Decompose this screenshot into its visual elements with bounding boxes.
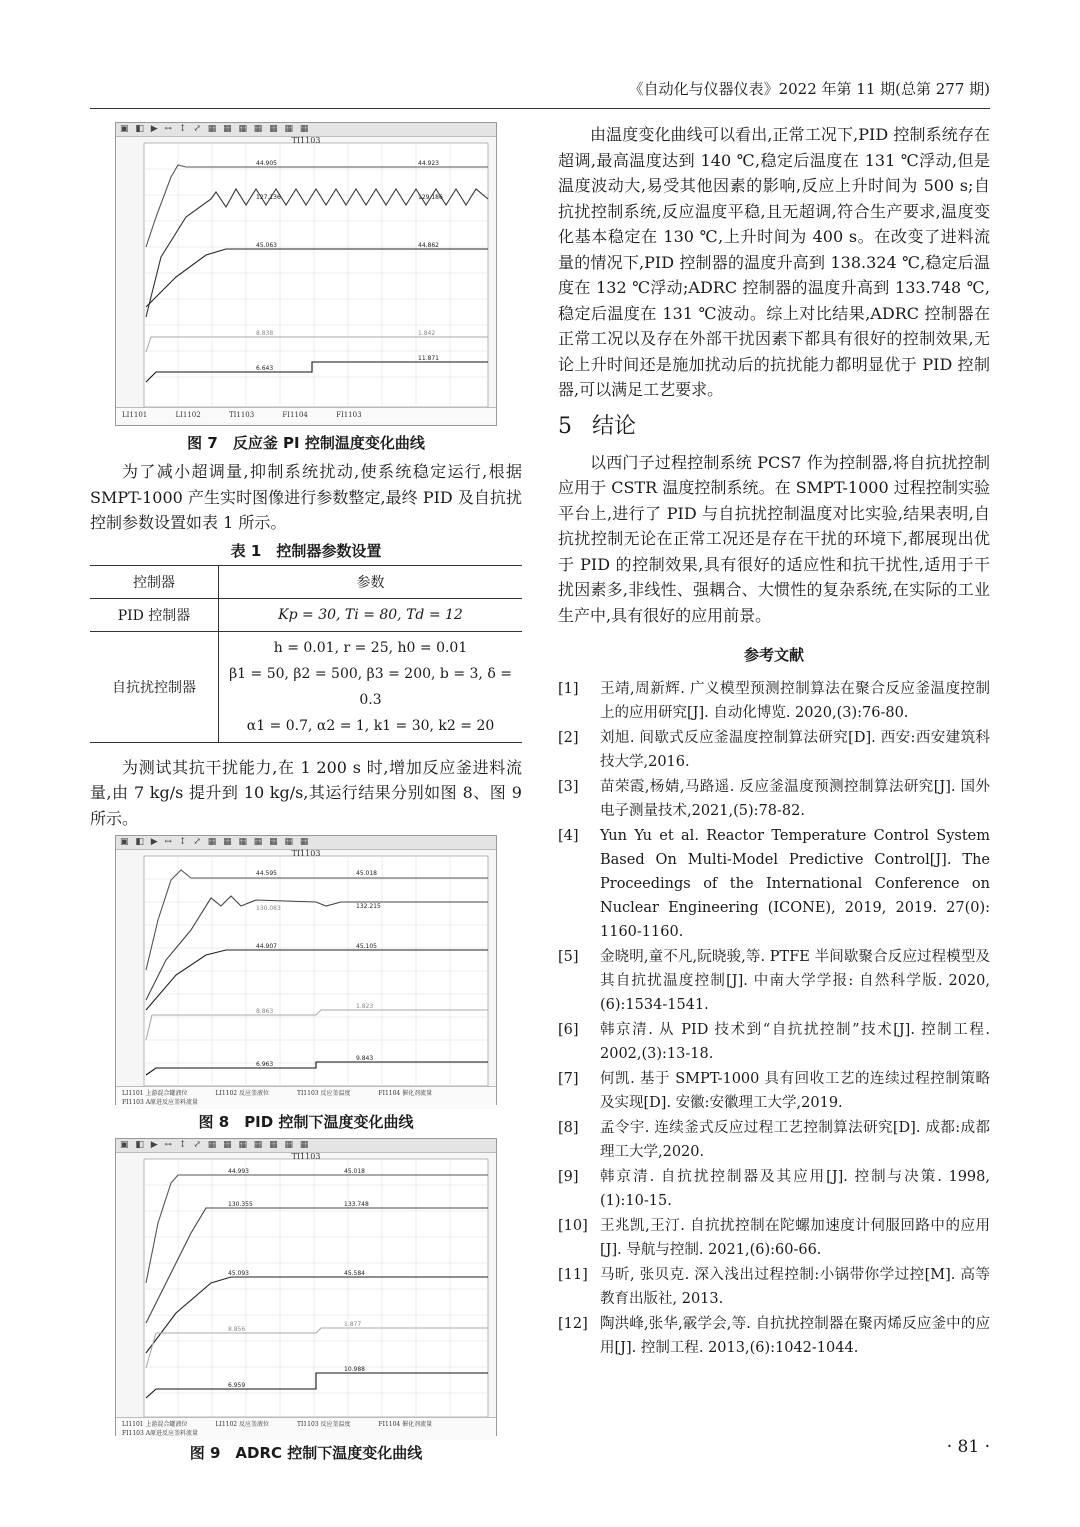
chart-title: TI1103 [291, 136, 321, 145]
legend-item: TI1103 反应釜温度 [296, 1421, 351, 1428]
reference-number: [8] [558, 1120, 579, 1136]
chart-title: TI1103 [291, 849, 321, 858]
value-label: 1.823 [356, 1003, 374, 1010]
reference-number: [4] [558, 828, 579, 844]
figure-8-plot [116, 850, 494, 1086]
reference-number: [7] [558, 1071, 579, 1087]
reference-number: [1] [558, 681, 579, 697]
value-label: 44.907 [256, 943, 277, 950]
value-label: 8.863 [256, 1008, 274, 1015]
value-label: 6.643 [256, 365, 274, 372]
reference-text: 金晓明,童不凡,阮晓骏,等. PTFE 半间歇聚合反应过程模型及其自抗扰温度控制[J]. 中南大学学报: 自然科学版. 2020,(6):1534-1541. [600, 949, 990, 1013]
reference-text: 王兆凯,王汀. 自抗扰控制在陀螺加速度计伺服回路中的应用[J]. 导航与控制. 2021,(6):60-66. [600, 1218, 990, 1258]
reference-item [558, 824, 990, 944]
reference-text: 马昕, 张贝克. 深入浅出过程控制:小锅带你学过控[M]. 高等教育出版社, 2013. [600, 1267, 990, 1307]
value-label: 44.905 [256, 160, 277, 167]
reference-item [558, 945, 990, 1017]
paragraph: 为测试其抗干扰能力,在 1 200 s 时,增加反应釜进料流量,由 7 kg/s 提升到 10 kg/s,其运行结果分别如图 8、图 9 所示。 [90, 757, 522, 828]
value-label: 9.843 [356, 1055, 374, 1062]
value-label: 129.186 [418, 194, 443, 201]
table-header-controller: 控制器 [90, 565, 219, 598]
table-header-params: 参数 [356, 574, 385, 591]
reference-text: 孟令宇. 连续釜式反应过程工艺控制算法研究[D]. 成都:成都理工大学,2020. [600, 1120, 990, 1160]
value-label: 45.584 [344, 1270, 365, 1277]
figure-8 [115, 835, 497, 1105]
value-label: 8.856 [228, 1326, 246, 1333]
table-cell: 自抗扰控制器 [90, 631, 219, 742]
reference-item [558, 775, 990, 823]
value-label: 6.963 [256, 1061, 274, 1068]
chart-title: TI1103 [291, 1152, 321, 1161]
references-title: 参考文献 [743, 646, 804, 664]
legend-item: LI1102 反应釜液位 [215, 1090, 270, 1097]
figure-8-caption: 图 8 PID 控制下温度变化曲线 [198, 1113, 414, 1131]
value-label: 130.355 [228, 1201, 253, 1208]
section-number: 5 [558, 413, 572, 439]
value-label: 44.923 [418, 160, 439, 167]
value-label: 44.595 [256, 870, 277, 877]
legend-item: LI1102 反应釜液位 [215, 1421, 270, 1428]
section-title: 结论 [592, 413, 637, 439]
value-label: 44.993 [228, 1168, 249, 1175]
value-label: 133.748 [344, 1201, 369, 1208]
reference-text: 何凯. 基于 SMPT-1000 具有回收工艺的连续过程控制策略及实现[D]. 安徽:安徽理工大学,2019. [600, 1071, 990, 1111]
legend-item: FI1104 [282, 411, 308, 419]
chart-toolbar: ▣ ◧ ▶ ↔ ↕ ⤢ ▦ ▦ ▦ ▦ ▦ ▦ ▦ [116, 123, 496, 137]
table-cell [219, 631, 523, 742]
right-column [558, 122, 990, 1361]
figure-9-plot [116, 1153, 494, 1417]
value-label: 130.083 [256, 905, 281, 912]
figure-7-caption: 图 7 反应釜 PI 控制温度变化曲线 [187, 434, 425, 452]
value-label: 10.988 [344, 1366, 365, 1373]
value-label: 1.877 [344, 1321, 362, 1328]
reference-item [558, 726, 990, 774]
table-1-caption: 表 1 控制器参数设置 [230, 541, 382, 560]
value-label: 1.842 [418, 330, 436, 337]
reference-number: [11] [558, 1267, 588, 1283]
value-label: 45.063 [256, 242, 277, 249]
figure-9 [115, 1138, 497, 1436]
value-label: 45.018 [356, 870, 377, 877]
paragraph: 由温度变化曲线可以看出,正常工况下,PID 控制系统存在超调,最高温度达到 140 ℃,稳定后温度在 131 ℃浮动,但是温度波动大,易受其他因素的影响,反应上升时间为 500 s;自抗扰控制系统,反应温度平稳,且无超调,符合生产要求,温度变化基本稳定在 130 ℃,上升时间为 400 s。在改变了进料流量的情况下,PID 控制器的温度升高到 138.324 ℃,稳定后温度在 132 ℃浮动;ADRC 控制器的温度升高到 133.748 ℃,稳定后温度在 131 ℃波动。综上对比结果,ADRC 控制器在正常工况以及存在外部干扰因素下都具有很好的控制效果,无论上升时间还是施加扰动后的抗扰能力都明显优于 PID 控制器,可以满足工艺要求。 [558, 125, 990, 399]
reference-item [558, 1165, 990, 1213]
legend-item: FI1103 [336, 411, 362, 419]
value-label: 6.959 [228, 1382, 246, 1389]
legend-item: FI1103 A原进反应釜料流量 [122, 1430, 199, 1437]
reference-number: [3] [558, 779, 579, 795]
paragraph: 以西门子过程控制系统 PCS7 作为控制器,将自抗扰控制应用于 CSTR 温度控制系统。在 SMPT-1000 过程控制实验平台上,进行了 PID 与自抗扰控制温度对比实验,结果表明,自抗扰控制无论在正常工况还是存在干扰的环境下,都展现出优于 PID 的控制效果,具有很好的适应性和抗干扰性,适用于干扰因素多,非线性、强耦合、大惯性的复杂系统,在实际的工业生产中,具有很好的应用前景。 [558, 452, 990, 625]
reference-item [558, 1312, 990, 1360]
reference-number: [12] [558, 1316, 588, 1332]
value-label: 11.871 [418, 355, 439, 362]
value-label: 45.093 [228, 1270, 249, 1277]
left-column [90, 122, 522, 1469]
legend-item: LI1102 [175, 411, 201, 419]
value-label: 132.215 [356, 903, 381, 910]
legend-item: LI1101 上游混合罐液位 [122, 1090, 188, 1097]
legend-item: LI1101 [122, 411, 148, 419]
param-line: β1 = 50, β2 = 500, β3 = 200, b = 3, δ = 0.3 [229, 665, 512, 708]
reference-item [558, 1067, 990, 1115]
chart-legend [116, 1086, 496, 1109]
reference-number: [9] [558, 1169, 579, 1185]
reference-item [558, 1018, 990, 1066]
legend-item: FI1103 A原进反应釜料流量 [122, 1099, 199, 1106]
figure-9-caption: 图 9 ADRC 控制下温度变化曲线 [189, 1444, 423, 1462]
chart-legend [116, 407, 496, 422]
param-line: h = 0.01, r = 25, h0 = 0.01 [273, 639, 468, 656]
legend-item: FI1104 催化剂流量 [378, 1421, 433, 1428]
value-label: 45.105 [356, 943, 377, 950]
figure-7 [115, 122, 497, 426]
reference-text: 韩京清. 自抗扰控制器及其应用[J]. 控制与决策. 1998,(1):10-15. [600, 1169, 990, 1209]
legend-item: TI1103 [228, 411, 255, 419]
section-heading [558, 409, 990, 440]
param-line: α1 = 0.7, α2 = 1, k1 = 30, k2 = 20 [246, 717, 495, 734]
reference-item [558, 1263, 990, 1311]
legend-item: TI1103 反应釜温度 [296, 1090, 351, 1097]
legend-item: LI1101 上游混合罐液位 [122, 1421, 188, 1428]
reference-text: 韩京清. 从 PID 技术到“自抗扰控制”技术[J]. 控制工程. 2002,(3):13-18. [600, 1022, 990, 1062]
reference-item [558, 1116, 990, 1164]
reference-text: 刘旭. 间歇式反应釜温度控制算法研究[D]. 西安:西安建筑科技大学,2016. [600, 730, 990, 770]
table-cell: Kp = 30, Ti = 80, Td = 12 [278, 606, 463, 623]
reference-item [558, 1214, 990, 1262]
reference-text: 陶洪峰,张华,霰学会,等. 自抗扰控制器在聚丙烯反应釜中的应用[J]. 控制工程. 2013,(6):1042-1044. [600, 1316, 990, 1356]
table-1 [90, 565, 522, 743]
reference-text: Yun Yu et al. Reactor Temperature Control System Based On Multi-Model Predictive Control[J]. The Proceedings of the International Conference on Nuclear Engineering (ICONE), 2019, 2019. 27(0): 1160-1160. [600, 828, 990, 940]
reference-number: [2] [558, 730, 579, 746]
chart-toolbar: ▣ ◧ ▶ ↔ ↕ ⤢ ▦ ▦ ▦ ▦ ▦ ▦ ▦ [116, 836, 496, 850]
running-header: 《自动化与仪器仪表》2022 年第 11 期(总第 277 期) [90, 78, 990, 109]
legend-item: FI1104 催化剂流量 [378, 1090, 433, 1097]
value-label: 8.838 [256, 330, 274, 337]
reference-number: [6] [558, 1022, 579, 1038]
reference-text: 苗荣霞,杨婧,马路遥. 反应釜温度预测控制算法研究[J]. 国外电子测量技术,2021,(5):78-82. [600, 779, 990, 819]
reference-number: [10] [558, 1218, 588, 1234]
chart-toolbar: ▣ ◧ ▶ ↔ ↕ ⤢ ▦ ▦ ▦ ▦ ▦ ▦ ▦ [116, 1139, 496, 1153]
value-label: 45.018 [344, 1168, 365, 1175]
value-label: 127.136 [256, 194, 281, 201]
reference-item [558, 677, 990, 725]
table-cell: PID 控制器 [90, 598, 219, 631]
paragraph: 为了减小超调量,抑制系统扰动,使系统稳定运行,根据 SMPT-1000 产生实时图像进行参数整定,最终 PID 及自抗扰控制参数设置如表 1 所示。 [90, 462, 522, 532]
chart-legend [116, 1417, 496, 1440]
reference-text: 王靖,周新辉. 广义模型预测控制算法在聚合反应釜温度控制上的应用研究[J]. 自动化博览. 2020,(3):76-80. [600, 681, 990, 721]
reference-number: [5] [558, 949, 579, 965]
page-number: · 81 · [946, 1437, 990, 1457]
figure-7-plot [116, 137, 494, 407]
value-label: 44.862 [418, 242, 439, 249]
